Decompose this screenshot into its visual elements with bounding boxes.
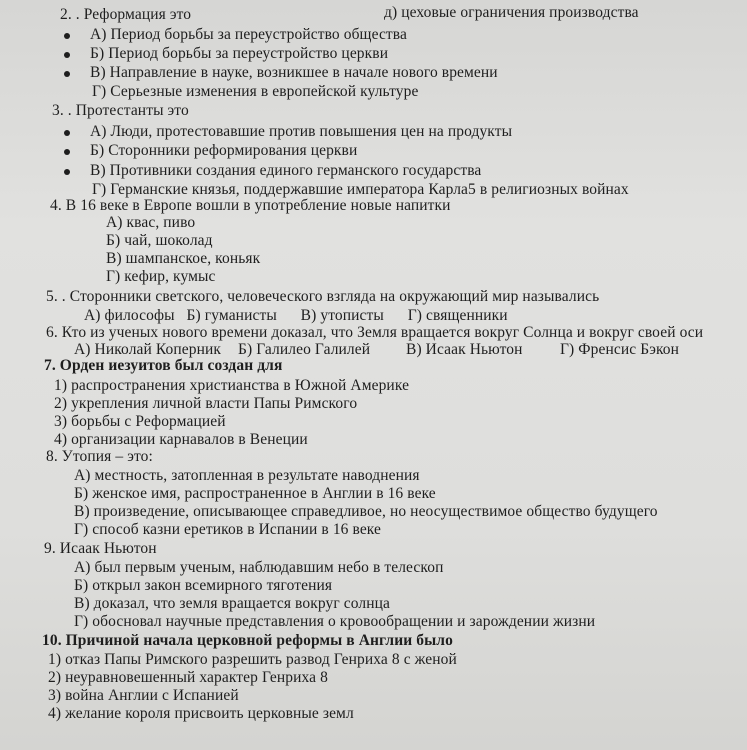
question-9-option-b: Б) открыл закон всемирного тяготения — [74, 577, 333, 594]
question-6-option-b: Б) Галилео Галилей — [238, 341, 371, 358]
question-10-option-1: 1) отказ Папы Римского разрешить развод Генриха 8 с женой — [48, 651, 457, 668]
bullet-icon — [64, 33, 70, 39]
question-8-option-d: Г) способ казни еретиков в Испании в 16 веке — [74, 521, 382, 538]
question-3-option-a: А) Люди, протестовавшие против повышения цен на продукты — [90, 123, 513, 140]
question-2-option-b: Б) Период борьбы за переустройство церкви — [90, 45, 389, 62]
question-10-title: 10. Причиной начала церковной реформы в Англии было — [42, 632, 453, 649]
question-4-option-a: А) квас, пиво — [106, 214, 196, 231]
question-10-option-4: 4) желание короля присвоить церковные земл — [48, 705, 354, 722]
question-7-option-3: 3) борьбы с Реформацией — [54, 413, 226, 430]
question-5-title: 5. . Сторонники светского, человеческого взгляда на окружающий мир назывались — [46, 288, 600, 305]
question-3-title: 3. . Протестанты это — [52, 102, 189, 119]
question-4-option-c: В) шампанское, коньяк — [106, 250, 261, 267]
question-7-title: 7. Орден иезуитов был создан для — [44, 357, 283, 374]
question-6-option-c: В) Исаак Ньютон — [406, 341, 523, 358]
previous-question-option-d: д) цеховые ограничения производства — [384, 4, 639, 21]
question-10-option-2: 2) неуравновешенный характер Генриха 8 — [48, 669, 328, 686]
question-2-option-c: В) Направление в науке, возникшее в начале нового времени — [90, 64, 498, 81]
question-4-option-b: Б) чай, шоколад — [106, 232, 213, 249]
question-4-option-d: Г) кефир, кумыс — [106, 268, 216, 285]
bullet-icon — [64, 71, 70, 77]
question-7-option-2: 2) укрепления личной власти Папы Римского — [54, 395, 358, 412]
bullet-icon — [64, 149, 70, 155]
question-3-option-b: Б) Сторонники реформирования церкви — [90, 142, 358, 159]
bullet-icon — [64, 169, 70, 175]
question-9-title: 9. Исаак Ньютон — [44, 540, 157, 557]
question-5-options: А) философы Б) гуманисты В) утописты Г) священники — [84, 307, 508, 324]
question-7-option-4: 4) организации карнавалов в Венеции — [54, 431, 308, 448]
bullet-icon — [64, 130, 70, 136]
question-6-title: 6. Кто из ученых нового времени доказал, что Земля вращается вокруг Солнца и вокруг своей оси — [46, 324, 704, 341]
question-2-title: 2. . Реформация это — [60, 6, 192, 23]
question-8-option-b: Б) женское имя, распространенное в Англии в 16 веке — [74, 485, 436, 502]
question-4-title: 4. В 16 веке в Европе вошли в употребление новые напитки — [50, 197, 451, 214]
question-2-option-d: Г) Серьезные изменения в европейской культуре — [92, 83, 419, 100]
question-7-option-1: 1) распространения христианства в Южной Америке — [54, 377, 410, 394]
question-2-option-a: А) Период борьбы за переустройство общества — [90, 26, 408, 43]
question-8-option-c: В) произведение, описывающее справедливое, но неосуществимое общество будущего — [74, 503, 658, 520]
question-10-option-3: 3) война Англии с Испанией — [48, 687, 239, 704]
question-6-option-a: А) Николай Коперник — [74, 341, 222, 358]
question-9-option-c: В) доказал, что земля вращается вокруг солнца — [74, 595, 390, 612]
question-6-option-d: Г) Френсис Бэкон — [560, 341, 680, 358]
question-8-title: 8. Утопия – это: — [46, 448, 153, 465]
question-8-option-a: А) местность, затопленная в результате наводнения — [74, 467, 420, 484]
question-9-option-d: Г) обосновал научные представления о кровообращении и зарождении жизни — [74, 613, 596, 630]
question-9-option-a: А) был первым ученым, наблюдавшим небо в телескоп — [74, 559, 444, 576]
question-3-option-d: Г) Германские князья, поддержавшие императора Карла5 в религиозных войнах — [92, 181, 629, 198]
bullet-icon — [64, 52, 70, 58]
question-3-option-c: В) Противники создания единого германского государства — [90, 162, 482, 179]
